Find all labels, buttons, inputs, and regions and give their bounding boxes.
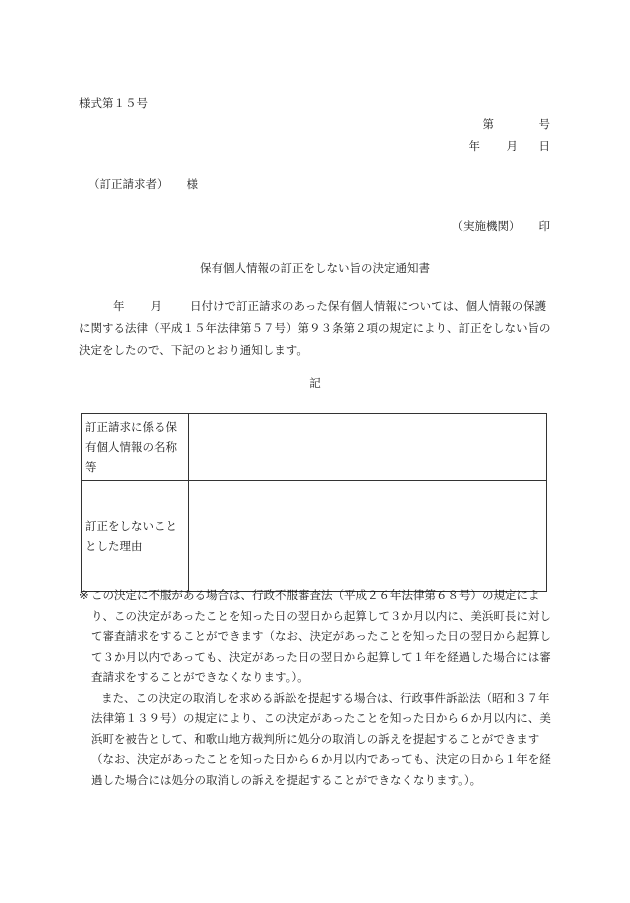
issuer-name: （実施機関） <box>451 219 521 233</box>
doc-number-prefix: 第 <box>482 117 494 131</box>
table-label: 訂正請求に係る保有個人情報の名称等 <box>82 414 189 481</box>
table-value <box>189 481 547 592</box>
doc-number-suffix: 号 <box>538 117 550 131</box>
body-text: 日付けで訂正請求のあった保有個人情報については、個人情報の保護に関する法律（平成１５年法律第５７号）第９３条第２項の規定により、訂正をしない旨の決定をしたので、下記のとおり通知します。 <box>79 299 551 357</box>
body-month: 月 <box>150 299 162 313</box>
details-table <box>81 413 547 592</box>
document-title: 保有個人情報の訂正をしない旨の決定通知書 <box>200 261 430 275</box>
recipient-name: （訂正請求者） <box>88 177 169 191</box>
issuer-line <box>452 219 551 233</box>
issue-date <box>469 139 551 153</box>
form-number: 様式第１５号 <box>79 96 148 110</box>
body-year: 年 <box>113 299 125 313</box>
note-paragraph: この決定に不服がある場合は、行政不服審査法（平成２６年法律第６８号）の規定により、この決定があったことを知った日の翌日から起算して３か月以内に、美浜町長に対して審査請求をすることができます（なお、決定があったことを知った日の翌日から起算して３か月以内であっても、決定があった日の翌日から起算して１年を経過した場合には審査請求をすることができなくなります。）。 <box>91 588 551 684</box>
date-day: 日 <box>538 139 550 153</box>
recipient-honorific: 様 <box>186 177 198 191</box>
note-mark: ※ <box>79 588 89 602</box>
notes-section <box>79 585 557 790</box>
date-month: 月 <box>506 139 518 153</box>
seal-mark: 印 <box>538 219 550 233</box>
note-paragraph: また、この決定の取消しを求める訴訟を提起する場合は、行政事件訴訟法（昭和３７年法律第１３９号）の規定により、この決定があったことを知った日から６か月以内に、美浜町を被告として、和歌山地方裁判所に処分の取消しの訴えを提起することができます（なお、決定があったことを知った日から６か月以内であっても、決定の日から１年を経過した場合には処分の取消しの訴えを提起することができなくなります。）。 <box>91 690 551 787</box>
table-row <box>82 414 547 481</box>
recipient-line <box>88 177 198 191</box>
table-value <box>189 414 547 481</box>
body-paragraph <box>79 295 553 361</box>
table-label: 訂正をしないこととした理由 <box>82 481 189 592</box>
ki-heading: 記 <box>309 376 321 390</box>
document-number <box>483 117 551 131</box>
table-row <box>82 481 547 592</box>
date-year: 年 <box>468 139 480 153</box>
